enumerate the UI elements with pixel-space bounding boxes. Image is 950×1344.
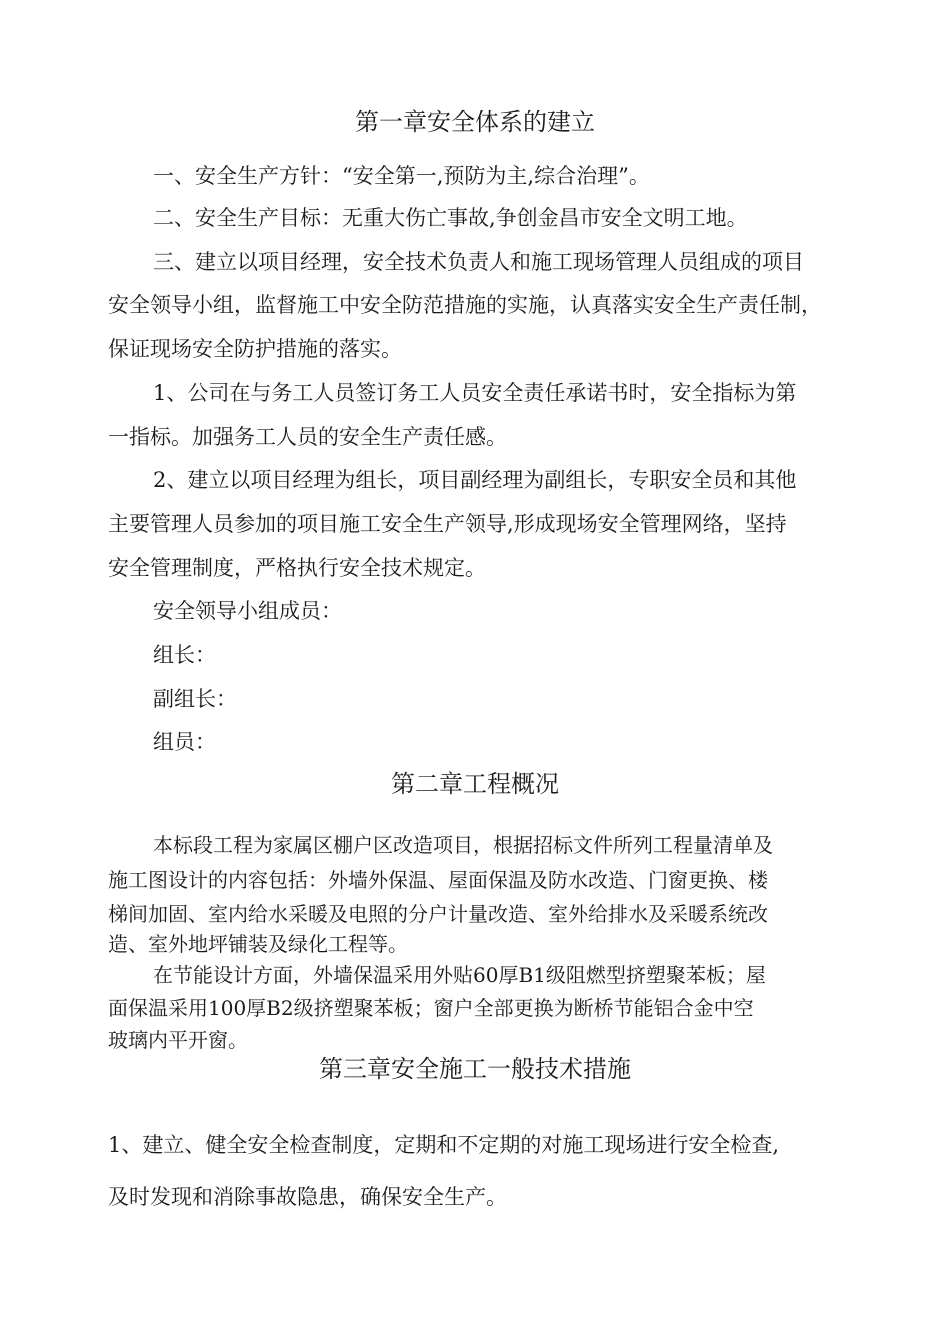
chapter3-p1-line2: 及时发现和消除事故隐患，确保安全生产。 — [108, 1185, 507, 1209]
chapter2-p1-line1: 本标段工程为家属区棚户区改造项目，根据招标文件所列工程量清单及 — [153, 833, 773, 857]
chapter1-p5-line1: 2、建立以项目经理为组长，项目副经理为副组长，专职安全员和其他 — [153, 468, 797, 492]
chapter2-p1-line2: 施工图设计的内容包括：外墙外保温、屋面保温及防水改造、门窗更换、楼 — [108, 868, 768, 892]
chapter1-title: 第一章安全体系的建立 — [355, 108, 595, 136]
vice-leader-label: 副组长： — [153, 687, 237, 711]
chapter2-title: 第二章工程概况 — [391, 770, 559, 798]
leader-label: 组长： — [153, 643, 216, 667]
chapter2-p2-line1: 在节能设计方面，外墙保温采用外贴60厚B1级阻燃型挤塑聚苯板；屋 — [153, 963, 766, 987]
chapter1-p5-line2: 主要管理人员参加的项目施工安全生产领导,形成现场安全管理网络，坚持 — [108, 512, 787, 536]
chapter3-p1-line1: 1、建立、健全安全检查制度，定期和不定期的对施工现场进行安全检查, — [108, 1133, 780, 1157]
chapter1-p5-line3: 安全管理制度，严格执行安全技术规定。 — [108, 556, 486, 580]
chapter1-p3-line3: 保证现场安全防护措施的落实。 — [108, 337, 402, 361]
chapter2-p1-line4: 造、室外地坪铺装及绿化工程等。 — [108, 932, 408, 956]
chapter1-p3-line1: 三、建立以项目经理，安全技术负责人和施工现场管理人员组成的项目 — [153, 250, 804, 274]
chapter2-p2-line3: 玻璃内平开窗。 — [108, 1028, 248, 1052]
chapter2-p1-line3: 梯间加固、室内给水采暖及电照的分户计量改造、室外给排水及采暖系统改 — [108, 902, 768, 926]
members-label: 组员： — [153, 730, 216, 754]
chapter1-goal: 二、安全生产目标：无重大伤亡事故,争创金昌市安全文明工地。 — [153, 206, 748, 230]
chapter1-p4-line1: 1、公司在与务工人员签订务工人员安全责任承诺书时，安全指标为第 — [153, 381, 797, 405]
chapter1-p3-line2: 安全领导小组，监督施工中安全防范措施的实施，认真落实安全生产责任制， — [108, 293, 822, 317]
members-heading: 安全领导小组成员： — [153, 599, 342, 623]
chapter1-policy: 一、安全生产方针：“安全第一,预防为主,综合治理”。 — [153, 164, 650, 188]
chapter2-p2-line2: 面保温采用100厚B2级挤塑聚苯板；窗户全部更换为断桥节能铝合金中空 — [108, 996, 754, 1020]
chapter1-p4-line2: 一指标。加强务工人员的安全生产责任感。 — [108, 425, 507, 449]
chapter3-title: 第三章安全施工一般技术措施 — [319, 1055, 631, 1083]
